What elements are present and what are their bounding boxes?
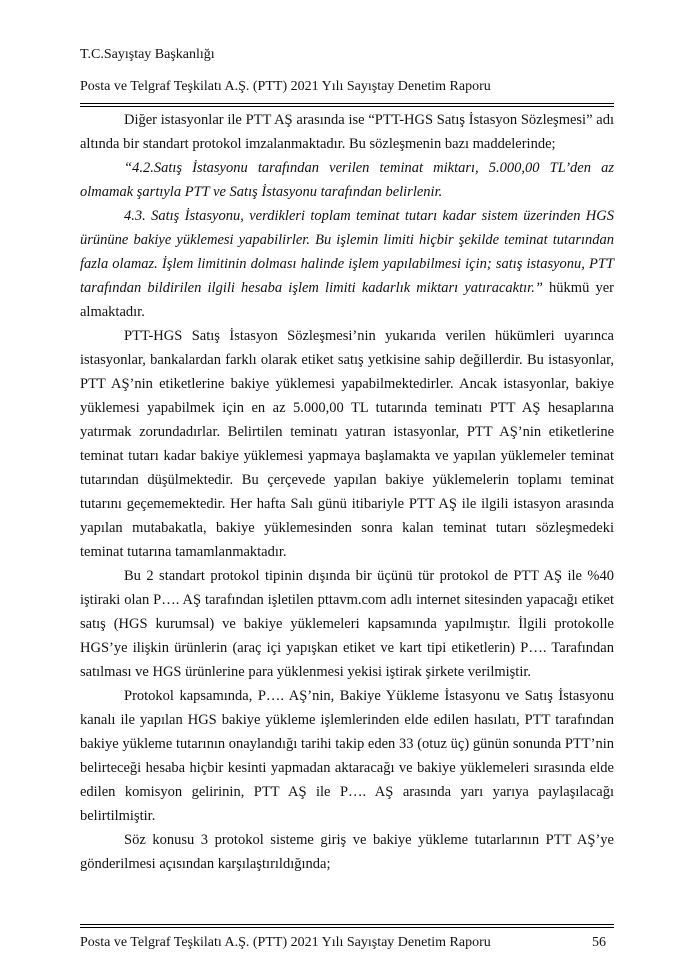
header-organization: T.C.Sayıştay Başkanlığı	[80, 47, 215, 62]
header-divider	[80, 103, 614, 104]
paragraph-5: Bu 2 standart protokol tipinin dışında bir üçünü tür protokol de PTT AŞ ile %40 iştiraki olan P…. AŞ tarafından işletilen pttavm.com adlı internet sitesinden yapacağı etiket satış (HGS kurumsal) ve bakiye yüklemeleri kapsamında yapılmıştır. İlgili protokolle HGS’ye ilişkin ürünlerin (araç içi yapışkan etiket ve kart tipi etiketlerin) P…. Tarafından satılması ve HGS ürünlerine para yüklenmesi yekisi iştirak şirkete verilmiştir.	[80, 568, 614, 680]
paragraph-2-quote: “4.2.Satış İstasyonu tarafından verilen teminat miktarı, 5.000,00 TL’den az olmamak şartıyla PTT ve Satış İstasyonu tarafından belirlenir.	[80, 160, 614, 200]
paragraph-7: Söz konusu 3 protokol sisteme giriş ve bakiye yükleme tutarlarının PTT AŞ’ye gönderilmesi açısından karşılaştırıldığında;	[80, 832, 614, 872]
footer-divider	[80, 924, 614, 925]
paragraph-3	[80, 204, 614, 324]
header-divider-double	[80, 106, 614, 107]
paragraph-1: Diğer istasyonlar ile PTT AŞ arasında ise “PTT-HGS Satış İstasyon Sözleşmesi” adı altında bir standart protokol imzalanmaktadır. Bu sözleşmenin bazı maddelerinde;	[80, 112, 614, 152]
footer-divider-double	[80, 927, 614, 928]
footer-report-title: Posta ve Telgraf Teşkilatı A.Ş. (PTT) 2021 Yılı Sayıştay Denetim Raporu	[80, 935, 491, 950]
paragraph-4: PTT-HGS Satış İstasyon Sözleşmesi’nin yukarıda verilen hükümleri uyarınca istasyonlar, bankalardan farklı olarak etiket satış yetkisine sahip değillerdir. Bu istasyonlar, PTT AŞ’nin etiketlerine bakiye yüklemesi yapabilmektedirler. Ancak istasyonlar, bakiye yüklemesi yapabilmek için en az 5.000,00 TL tutarında teminatı PTT AŞ hesaplarına yatırmak zorundadırlar. Belirtilen teminatı yatıran istasyonlar, PTT AŞ’nin etiketlerine teminat tutarı kadar bakiye yüklemesi yapmaya başlamakta ve yapılan yüklemeler teminat tutarından düşülmektedir. Bu çerçevede yapılan bakiye yüklemelerin toplamı teminat tutarını geçememektedir. Her hafta Salı günü itibariyle PTT AŞ ile ilgili istasyon arasında yapılan mutabakatla, bakiye yüklemesinden sonra kalan teminat tutarı sözleşmedeki teminat tutarına tamamlanmaktadır.	[80, 328, 614, 560]
paragraph-6: Protokol kapsamında, P…. AŞ’nin, Bakiye Yükleme İstasyonu ve Satış İstasyonu kanalı ile yapılan HGS bakiye yükleme işlemlerinden elde edilen hasılatı, PTT tarafından bakiye yükleme tutarının onaylandığı tarihi takip eden 33 (otuz üç) günün sonunda PTT’nin belirteceği hesaba hiçbir kesinti yapmadan aktaracağı ve bakiye yüklemeleri sırasında elde edilen komisyon gelirinin, PTT AŞ ile P…. AŞ arasında yarı yarıya paylaşılacağı belirtilmiştir.	[80, 688, 614, 824]
paragraph-3-tail: hükmü yer almaktadır.	[80, 280, 614, 320]
page-number: 56	[592, 935, 606, 950]
paragraph-3-quote: 4.3. Satış İstasyonu, verdikleri toplam teminat tutarı kadar sistem üzerinden HGS ürününe bakiye yüklemesi yapabilirler. Bu işlemin limiti hiçbir şekilde teminat tutarından fazla olamaz. İşlem limitinin dolması halinde işlem yapılabilmesi için; satış istasyonu, PTT tarafından bildirilen ilgili hesaba işlem limiti kadarlık miktarı yatıracaktır.”	[80, 208, 614, 296]
document-body	[80, 108, 614, 876]
header-report-title: Posta ve Telgraf Teşkilatı A.Ş. (PTT) 2021 Yılı Sayıştay Denetim Raporu	[80, 79, 491, 94]
